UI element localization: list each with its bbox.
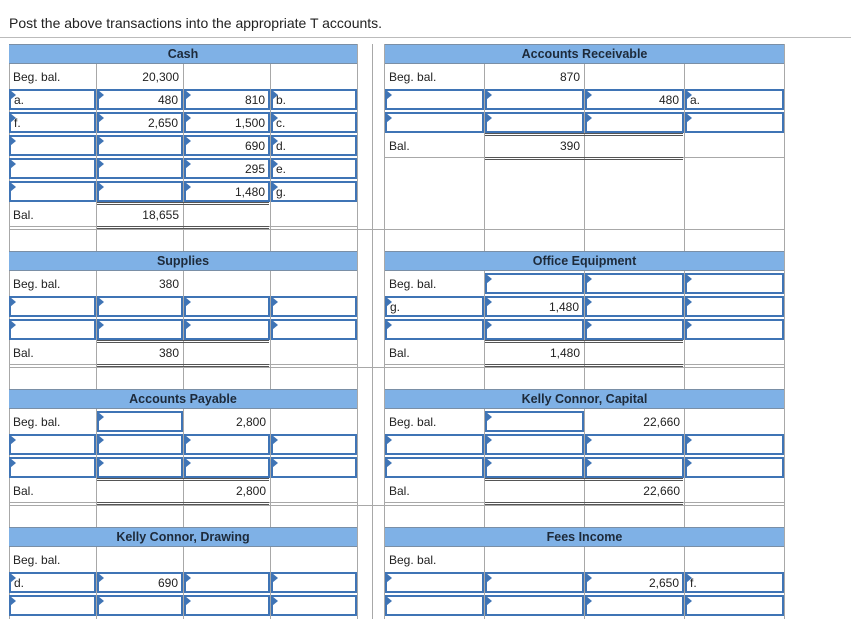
supplies-balance-debit: 380 [98, 343, 182, 363]
drawing-row1-debit-input[interactable]: 690 [97, 572, 183, 593]
cash-row1-label-input[interactable]: a. [9, 89, 96, 110]
capital-row0-ref [686, 412, 783, 432]
office_equipment-row0-debit-input[interactable] [485, 273, 584, 294]
grid-line [9, 367, 784, 368]
accounts_payable-row2-credit-input[interactable] [184, 457, 270, 478]
office_equipment-row2-credit-input[interactable] [585, 319, 684, 340]
office_equipment-row1-credit-input[interactable] [585, 296, 684, 317]
accounts_receivable-row1-debit-input[interactable] [485, 89, 584, 110]
accounts_payable-row2-debit-input[interactable] [97, 457, 183, 478]
cash-row5-credit-input[interactable]: 1,480 [184, 181, 270, 202]
cash-row2-ref-input[interactable]: c. [271, 112, 357, 133]
cash-row0-label: Beg. bal. [10, 67, 95, 87]
capital-row2-credit-input[interactable] [585, 457, 684, 478]
cash-balance-credit [185, 205, 269, 225]
office_equipment-row0-credit-input[interactable] [585, 273, 684, 294]
drawing-row1-label-input[interactable]: d. [9, 572, 96, 593]
fees_income-row2-debit-input[interactable] [485, 595, 584, 616]
accounts_payable-balance-debit [98, 481, 182, 501]
drawing-row0-label: Beg. bal. [10, 550, 95, 570]
fees_income-row1-debit-input[interactable] [485, 572, 584, 593]
cash-row0-ref [272, 67, 356, 87]
drawing-row0-credit [185, 550, 269, 570]
capital-row1-label-input[interactable] [385, 434, 484, 455]
office_equipment-row1-label-input[interactable]: g. [385, 296, 484, 317]
accounts_receivable-balance-label: Bal. [386, 136, 483, 156]
drawing-row1-ref-input[interactable] [271, 572, 357, 593]
office_equipment-row0-ref-input[interactable] [685, 273, 784, 294]
office_equipment-balance-label: Bal. [386, 343, 483, 363]
grid-line [9, 505, 784, 506]
cash-row0-debit: 20,300 [98, 67, 182, 87]
fees_income-row1-credit-input[interactable]: 2,650 [585, 572, 684, 593]
fees_income-row0-debit [486, 550, 583, 570]
accounts_receivable-row1-ref-input[interactable]: a. [685, 89, 784, 110]
cash-row3-ref-input[interactable]: d. [271, 135, 357, 156]
instruction-divider [0, 37, 851, 38]
cash-row4-credit-input[interactable]: 295 [184, 158, 270, 179]
accounts_receivable-row1-label-input[interactable] [385, 89, 484, 110]
fees_income-row0-label: Beg. bal. [386, 550, 483, 570]
cash-row3-label-input[interactable] [9, 135, 96, 156]
supplies-row1-debit-input[interactable] [97, 296, 183, 317]
capital-balance-label: Bal. [386, 481, 483, 501]
office_equipment-balance-credit [586, 343, 683, 363]
accounts_receivable-balance-debit: 390 [486, 136, 583, 156]
office_equipment-row1-ref-input[interactable] [685, 296, 784, 317]
cash-row2-label-input[interactable]: f. [9, 112, 96, 133]
office_equipment-row2-debit-input[interactable] [485, 319, 584, 340]
accounts_payable-title: Accounts Payable [9, 389, 357, 409]
accounts_payable-row1-label-input[interactable] [9, 434, 96, 455]
accounts_payable-balance-credit: 2,800 [185, 481, 269, 501]
capital-row2-ref-input[interactable] [685, 457, 784, 478]
capital-title: Kelly Connor, Capital [385, 389, 784, 409]
drawing-row2-label-input[interactable] [9, 595, 96, 616]
office_equipment-row2-label-input[interactable] [385, 319, 484, 340]
office_equipment-title: Office Equipment [385, 251, 784, 271]
cash-row5-label-input[interactable] [9, 181, 96, 202]
accounts_payable-row0-debit-input[interactable] [97, 411, 183, 432]
supplies-row0-label: Beg. bal. [10, 274, 95, 294]
supplies-balance-credit [185, 343, 269, 363]
accounts_payable-row2-ref-input[interactable] [271, 457, 357, 478]
capital-row1-credit-input[interactable] [585, 434, 684, 455]
instruction-text: Post the above transactions into the appropriate T accounts. [9, 15, 383, 31]
accounts_receivable-row2-credit-input[interactable] [585, 112, 684, 133]
fees_income-row2-credit-input[interactable] [585, 595, 684, 616]
office_equipment-row0-label: Beg. bal. [386, 274, 483, 294]
cash-row0-credit [185, 67, 269, 87]
drawing-row1-credit-input[interactable] [184, 572, 270, 593]
supplies-row2-debit-input[interactable] [97, 319, 183, 340]
cash-row2-debit-input[interactable]: 2,650 [97, 112, 183, 133]
grid-line [357, 44, 358, 619]
grid-line [9, 229, 784, 230]
fees_income-row1-ref-input[interactable]: f. [685, 572, 784, 593]
capital-balance-debit [486, 481, 583, 501]
balance-rule [485, 157, 683, 160]
cash-row4-debit-input[interactable] [97, 158, 183, 179]
supplies-row0-credit [185, 274, 269, 294]
cash-balance-label: Bal. [10, 205, 95, 225]
fees_income-row0-credit [586, 550, 683, 570]
supplies-row1-ref-input[interactable] [271, 296, 357, 317]
cash-title: Cash [9, 44, 357, 64]
supplies-row2-ref-input[interactable] [271, 319, 357, 340]
grid-line [784, 44, 785, 619]
cash-row3-debit-input[interactable] [97, 135, 183, 156]
cash-row1-ref-input[interactable]: b. [271, 89, 357, 110]
accounts_payable-row0-credit: 2,800 [185, 412, 269, 432]
fees_income-title: Fees Income [385, 527, 784, 547]
capital-row2-label-input[interactable] [385, 457, 484, 478]
accounts_receivable-row0-label: Beg. bal. [386, 67, 483, 87]
cash-row5-ref-input[interactable]: g. [271, 181, 357, 202]
accounts_receivable-row0-debit: 870 [486, 67, 583, 87]
supplies-row1-credit-input[interactable] [184, 296, 270, 317]
capital-row0-debit-input[interactable] [485, 411, 584, 432]
supplies-row1-label-input[interactable] [9, 296, 96, 317]
accounts_receivable-row0-credit [586, 67, 683, 87]
accounts_receivable-row1-credit-input[interactable]: 480 [585, 89, 684, 110]
drawing-row0-debit [98, 550, 182, 570]
accounts_receivable-row2-ref-input[interactable] [685, 112, 784, 133]
cash-row1-credit-input[interactable]: 810 [184, 89, 270, 110]
grid-line [372, 44, 373, 619]
capital-row0-credit: 22,660 [586, 412, 683, 432]
fees_income-row1-label-input[interactable] [385, 572, 484, 593]
supplies-row2-label-input[interactable] [9, 319, 96, 340]
capital-row0-label: Beg. bal. [386, 412, 483, 432]
supplies-row2-credit-input[interactable] [184, 319, 270, 340]
cash-row3-credit-input[interactable]: 690 [184, 135, 270, 156]
accounts_payable-row1-debit-input[interactable] [97, 434, 183, 455]
supplies-title: Supplies [9, 251, 357, 271]
accounts_receivable-row0-ref [686, 67, 783, 87]
capital-row1-debit-input[interactable] [485, 434, 584, 455]
cash-row4-ref-input[interactable]: e. [271, 158, 357, 179]
accounts_payable-row1-credit-input[interactable] [184, 434, 270, 455]
accounts_receivable-balance-credit [586, 136, 683, 156]
cash-row4-label-input[interactable] [9, 158, 96, 179]
office_equipment-row1-debit-input[interactable]: 1,480 [485, 296, 584, 317]
cash-row1-debit-input[interactable]: 480 [97, 89, 183, 110]
drawing-row2-ref-input[interactable] [271, 595, 357, 616]
fees_income-row2-ref-input[interactable] [685, 595, 784, 616]
accounts_payable-balance-label: Bal. [10, 481, 95, 501]
accounts_payable-row1-ref-input[interactable] [271, 434, 357, 455]
accounts_receivable-title: Accounts Receivable [385, 44, 784, 64]
supplies-row0-ref [272, 274, 356, 294]
cash-row5-debit-input[interactable] [97, 181, 183, 202]
office_equipment-balance-debit: 1,480 [486, 343, 583, 363]
cash-row2-credit-input[interactable]: 1,500 [184, 112, 270, 133]
accounts_payable-row0-label: Beg. bal. [10, 412, 95, 432]
supplies-balance-label: Bal. [10, 343, 95, 363]
capital-balance-credit: 22,660 [586, 481, 683, 501]
fees_income-row2-label-input[interactable] [385, 595, 484, 616]
drawing-row2-debit-input[interactable] [97, 595, 183, 616]
drawing-title: Kelly Connor, Drawing [9, 527, 357, 547]
office_equipment-row2-ref-input[interactable] [685, 319, 784, 340]
drawing-row0-ref [272, 550, 356, 570]
accounts_payable-row2-label-input[interactable] [9, 457, 96, 478]
capital-row2-debit-input[interactable] [485, 457, 584, 478]
accounts_payable-row0-ref [272, 412, 356, 432]
accounts_receivable-row2-label-input[interactable] [385, 112, 484, 133]
drawing-row2-credit-input[interactable] [184, 595, 270, 616]
supplies-row0-debit: 380 [98, 274, 182, 294]
capital-row1-ref-input[interactable] [685, 434, 784, 455]
accounts_receivable-row2-debit-input[interactable] [485, 112, 584, 133]
cash-balance-debit: 18,655 [98, 205, 182, 225]
fees_income-row0-ref [686, 550, 783, 570]
